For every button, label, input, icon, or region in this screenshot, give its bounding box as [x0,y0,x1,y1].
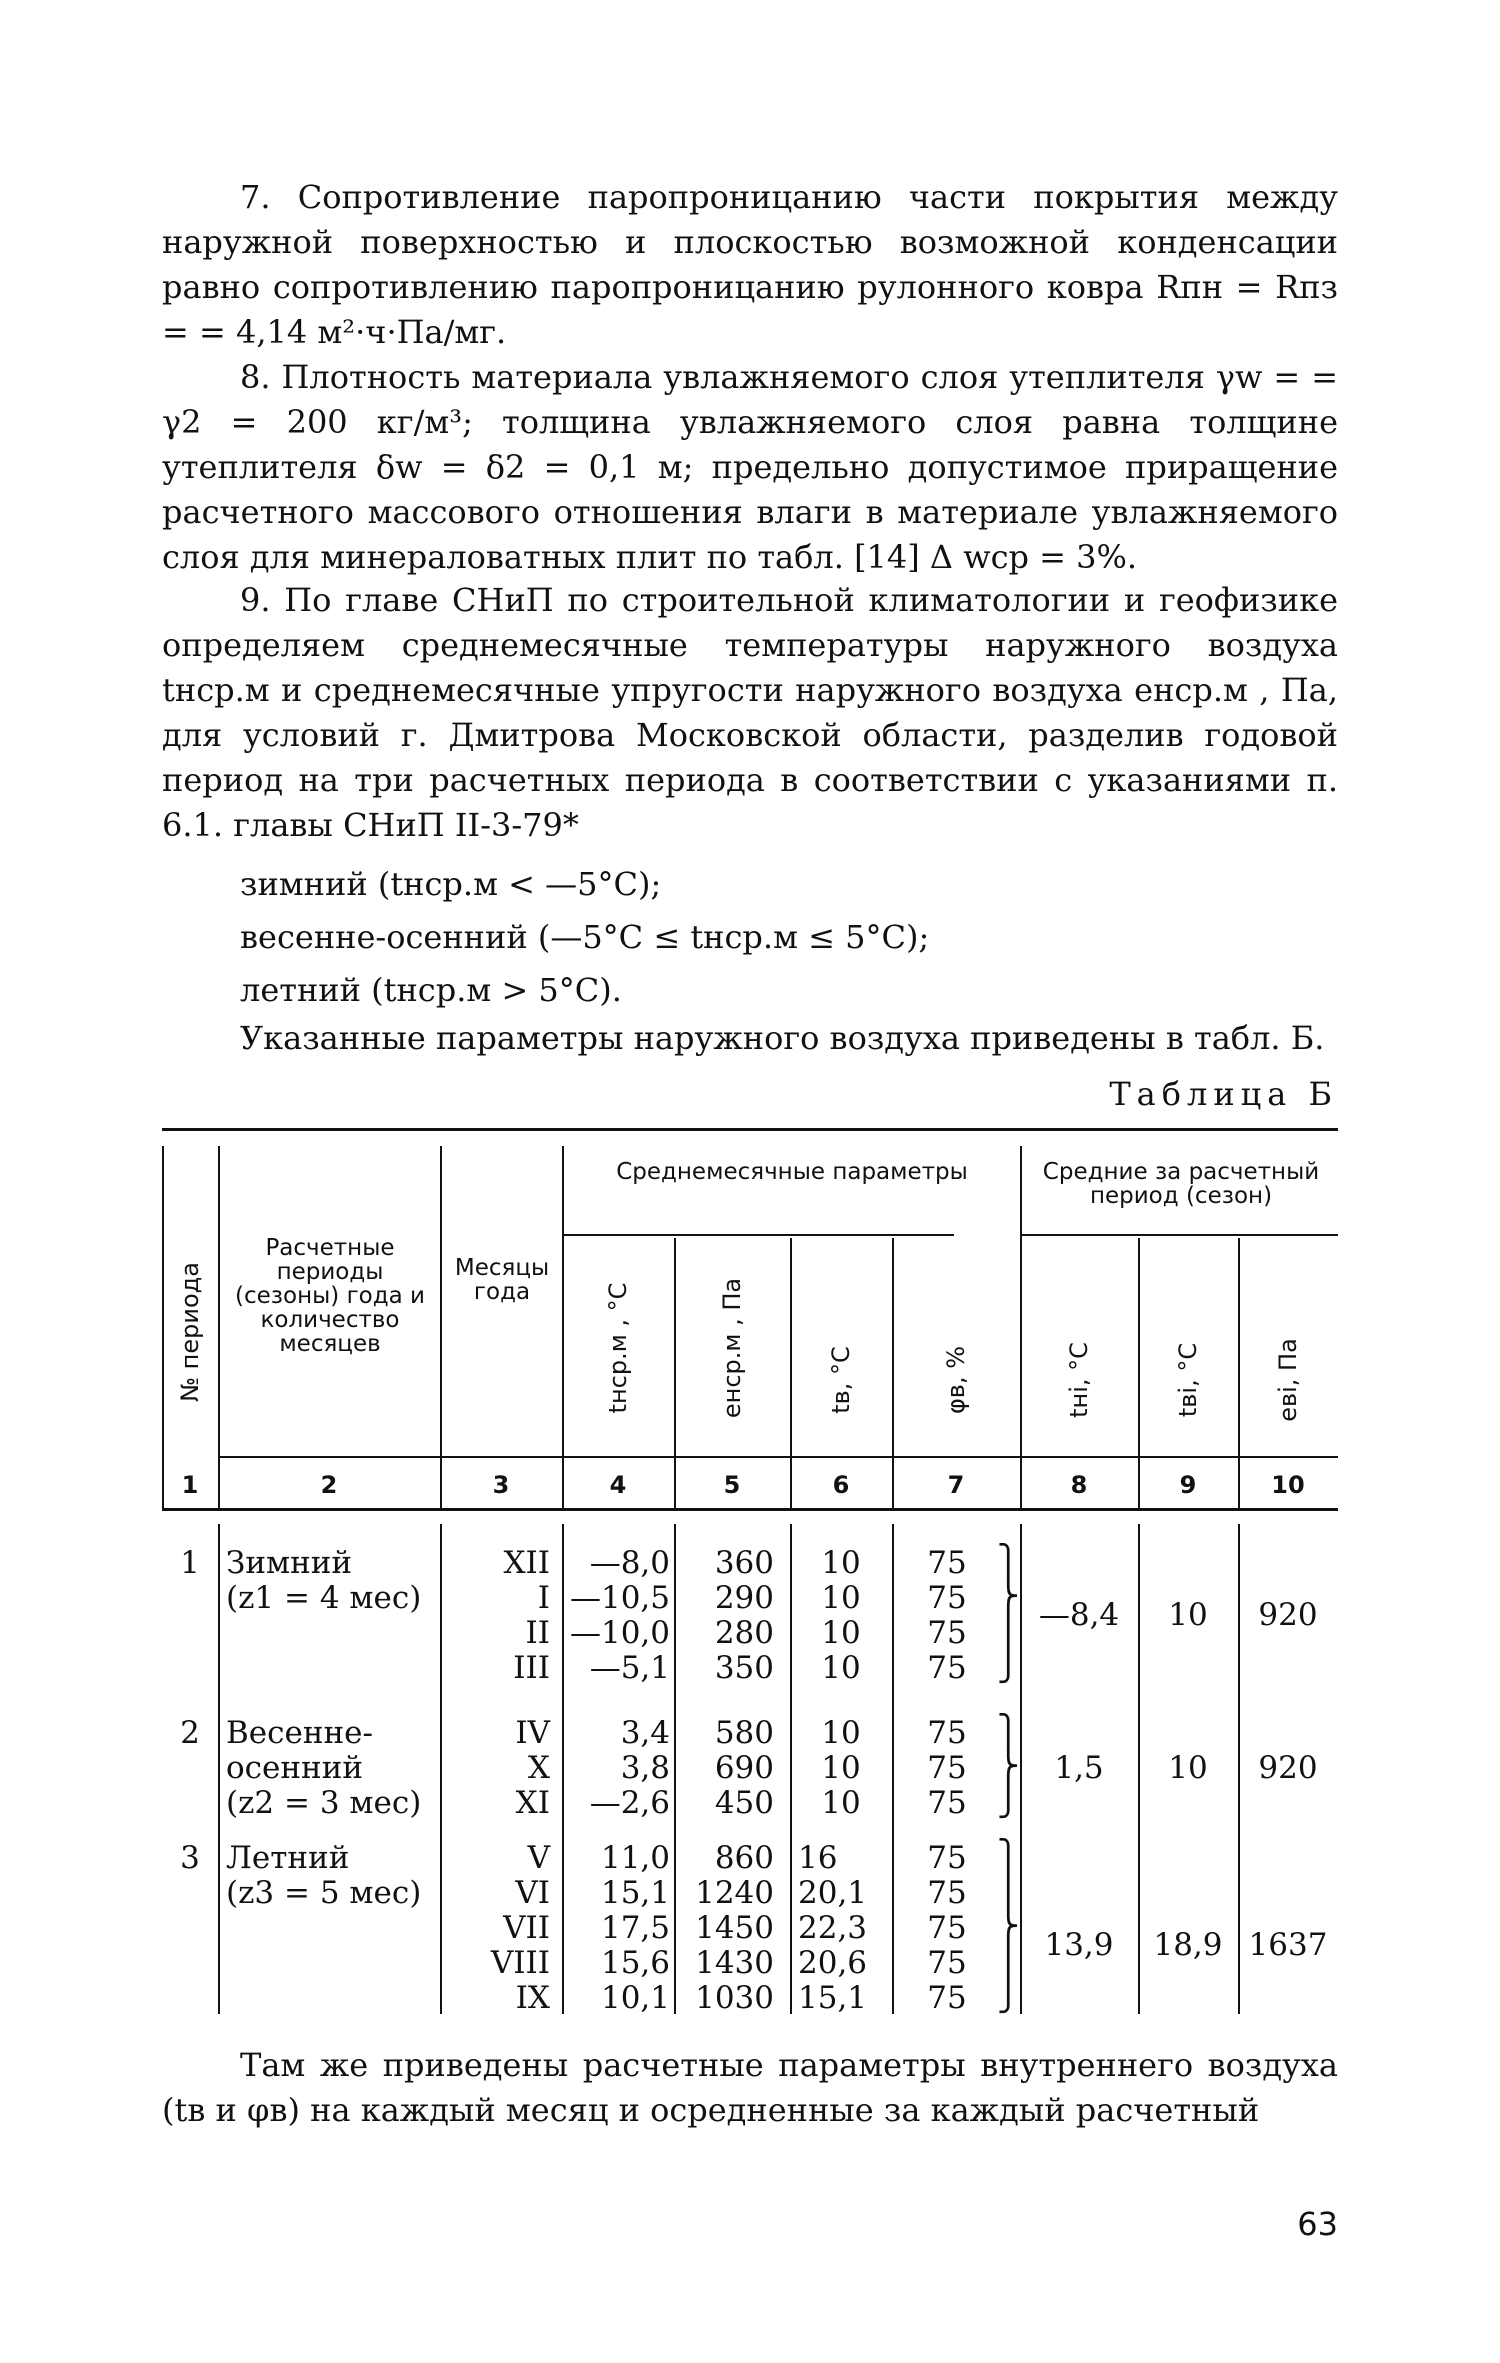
row-avg-t-out: —8,4 [1038,1597,1120,1633]
row-phi-in: 75 75 75 [927,1715,967,1821]
col-number: 2 [320,1471,338,1499]
row-season-name: Летний [226,1840,350,1876]
paragraph-after-list: Указанные параметры наружного воздуха приведены в табл. Б. [240,1019,1325,1057]
col-number: 6 [832,1471,850,1499]
table-vline [218,1146,220,1508]
paragraph-9: 9. По главе СНиП по строительной климатологии и геофизике определяем среднемесячные температуры наружного воздуха tнср.м и среднемесячные упругости наружного воздуха eнср.м , Па, для условий г. Дмитрова Московской области, разделив годовой период на три расчетных периода в соответствии с указаниями п. 6.1. главы СНиП II-3-79* [162,581,1338,844]
col-number: 4 [609,1471,627,1499]
header-phi-in: φв, % [942,1345,970,1415]
header-t-in-season: tвi, °С [1174,1342,1202,1418]
row-avg-e-in: 920 [1258,1597,1318,1633]
row-months: V VI VII VIII IX [490,1840,550,2016]
row-season-months: (z3 = 5 мес) [226,1875,422,1911]
row-t-in: 10 10 10 10 [821,1545,861,1686]
table-rule-header [218,1456,1338,1458]
header-group-monthly: Среднемесячные параметры [616,1159,968,1185]
header-e-in-season: eвi, Па [1274,1338,1302,1422]
paragraph-7: 7. Сопротивление паропроницанию части покрытия между наружной поверхностью и плоскостью возможной конденсации равно сопротивлению паропроницанию рулонного ковра Rпн = Rпз = = 4,14 м²·ч·Па/мг. [162,178,1338,351]
row-e-out: 580 690 450 [714,1715,774,1821]
table-vline [218,1524,220,2014]
row-t-out: 11,0 15,1 17,5 15,6 10,1 [600,1840,670,2016]
table-vline [1238,1238,1240,1508]
row-phi-in: 75 75 75 75 75 [927,1840,967,2016]
row-avg-e-in: 1637 [1248,1927,1328,1963]
row-period-number: 1 [180,1545,200,1581]
brace-row-3: ⎫ ⎪ ⎬ ⎪ ⎭ [997,1839,1020,2014]
table-rule-top [162,1128,1338,1131]
header-t-out-season: tнi, °С [1065,1342,1093,1418]
row-avg-t-in: 10 [1168,1750,1208,1786]
col-number: 1 [181,1471,199,1499]
row-avg-t-out: 13,9 [1044,1927,1114,1963]
col-number: 8 [1070,1471,1088,1499]
table-rule-group2 [1020,1234,1338,1236]
col-number: 10 [1271,1471,1305,1499]
row-avg-t-in: 10 [1168,1597,1208,1633]
brace-row-2: ⎫ ⎬ ⎭ [997,1714,1020,1819]
row-period-number: 2 [180,1715,200,1751]
row-period-number: 3 [180,1840,200,1876]
table-vline [562,1146,564,1508]
header-e-out-monthly: eнср.м , Па [718,1277,746,1419]
season-summer: летний (tнср.м > 5°С). [240,971,622,1009]
paragraph-footer: Там же приведены расчетные параметры внутреннего воздуха (tв и φв) на каждый месяц и осредненные за каждый расчетный [162,2046,1338,2129]
table-rule-colnums [162,1508,1338,1511]
row-t-out: 3,4 3,8 —2,6 [589,1715,670,1821]
row-season-name-cont: осенний [226,1750,364,1786]
header-seasons: Расчетные периоды (сезоны) года и количество месяцев [235,1235,425,1357]
table-vline [1138,1238,1140,1508]
row-season-months: (z2 = 3 мес) [226,1785,422,1821]
table-vline [440,1146,442,1508]
row-t-out: —8,0 —10,5 —10,0 —5,1 [569,1545,670,1686]
row-season-months: (z1 = 4 мес) [226,1580,422,1616]
row-phi-in: 75 75 75 75 [927,1545,967,1686]
row-e-out: 360 290 280 350 [714,1545,774,1686]
row-months: IV X XI [515,1715,550,1821]
row-avg-t-out: 1,5 [1054,1750,1104,1786]
table-vline [892,1238,894,1508]
season-spring-autumn: весенне-осенний (—5°С ≤ tнср.м ≤ 5°С); [240,918,930,956]
header-period-number: № периода [176,1262,204,1402]
col-number: 3 [492,1471,510,1499]
col-number: 7 [947,1471,965,1499]
header-group-seasonal: Средние за расчетный период (сезон) [1042,1159,1320,1209]
table-b [162,1126,1338,2071]
row-season-name: Весенне- [226,1715,373,1751]
col-number: 5 [723,1471,741,1499]
paragraph-8: 8. Плотность материала увлажняемого слоя утеплителя γw = = γ2 = 200 кг/м³; толщина увлажняемого слоя равна толщине утеплителя δw = δ2 = 0,1 м; предельно допустимое приращение расчетного массового отношения влаги в материале увлажняемого слоя для минераловатных плит по табл. [14] Δ wср = 3%. [162,358,1338,576]
table-vline [674,1238,676,1508]
row-t-in: 10 10 10 [821,1715,861,1821]
row-avg-t-in: 18,9 [1153,1927,1223,1963]
header-t-out-monthly: tнср.м , °С [604,1282,632,1414]
row-avg-e-in: 920 [1258,1750,1318,1786]
row-season-name: Зимний [226,1545,353,1581]
table-vline [162,1146,164,1508]
row-e-out: 860 1240 1450 1430 1030 [695,1840,774,2016]
table-rule-group1 [562,1234,954,1236]
table-caption: Таблица Б [1109,1075,1338,1113]
table-vline [1020,1146,1022,1508]
table-vline [790,1238,792,1508]
col-number: 9 [1179,1471,1197,1499]
header-months: Месяцы года [454,1255,550,1305]
row-t-in: 16 20,1 22,3 20,6 15,1 [798,1840,868,2016]
row-months: XII I II III [503,1545,550,1686]
brace-row-1: ⎫ ⎬ ⎪ ⎭ [997,1544,1020,1684]
page-number: 63 [1297,2205,1338,2243]
season-winter: зимний (tнср.м < —5°С); [240,865,662,903]
header-t-in: tв, °С [827,1346,855,1414]
